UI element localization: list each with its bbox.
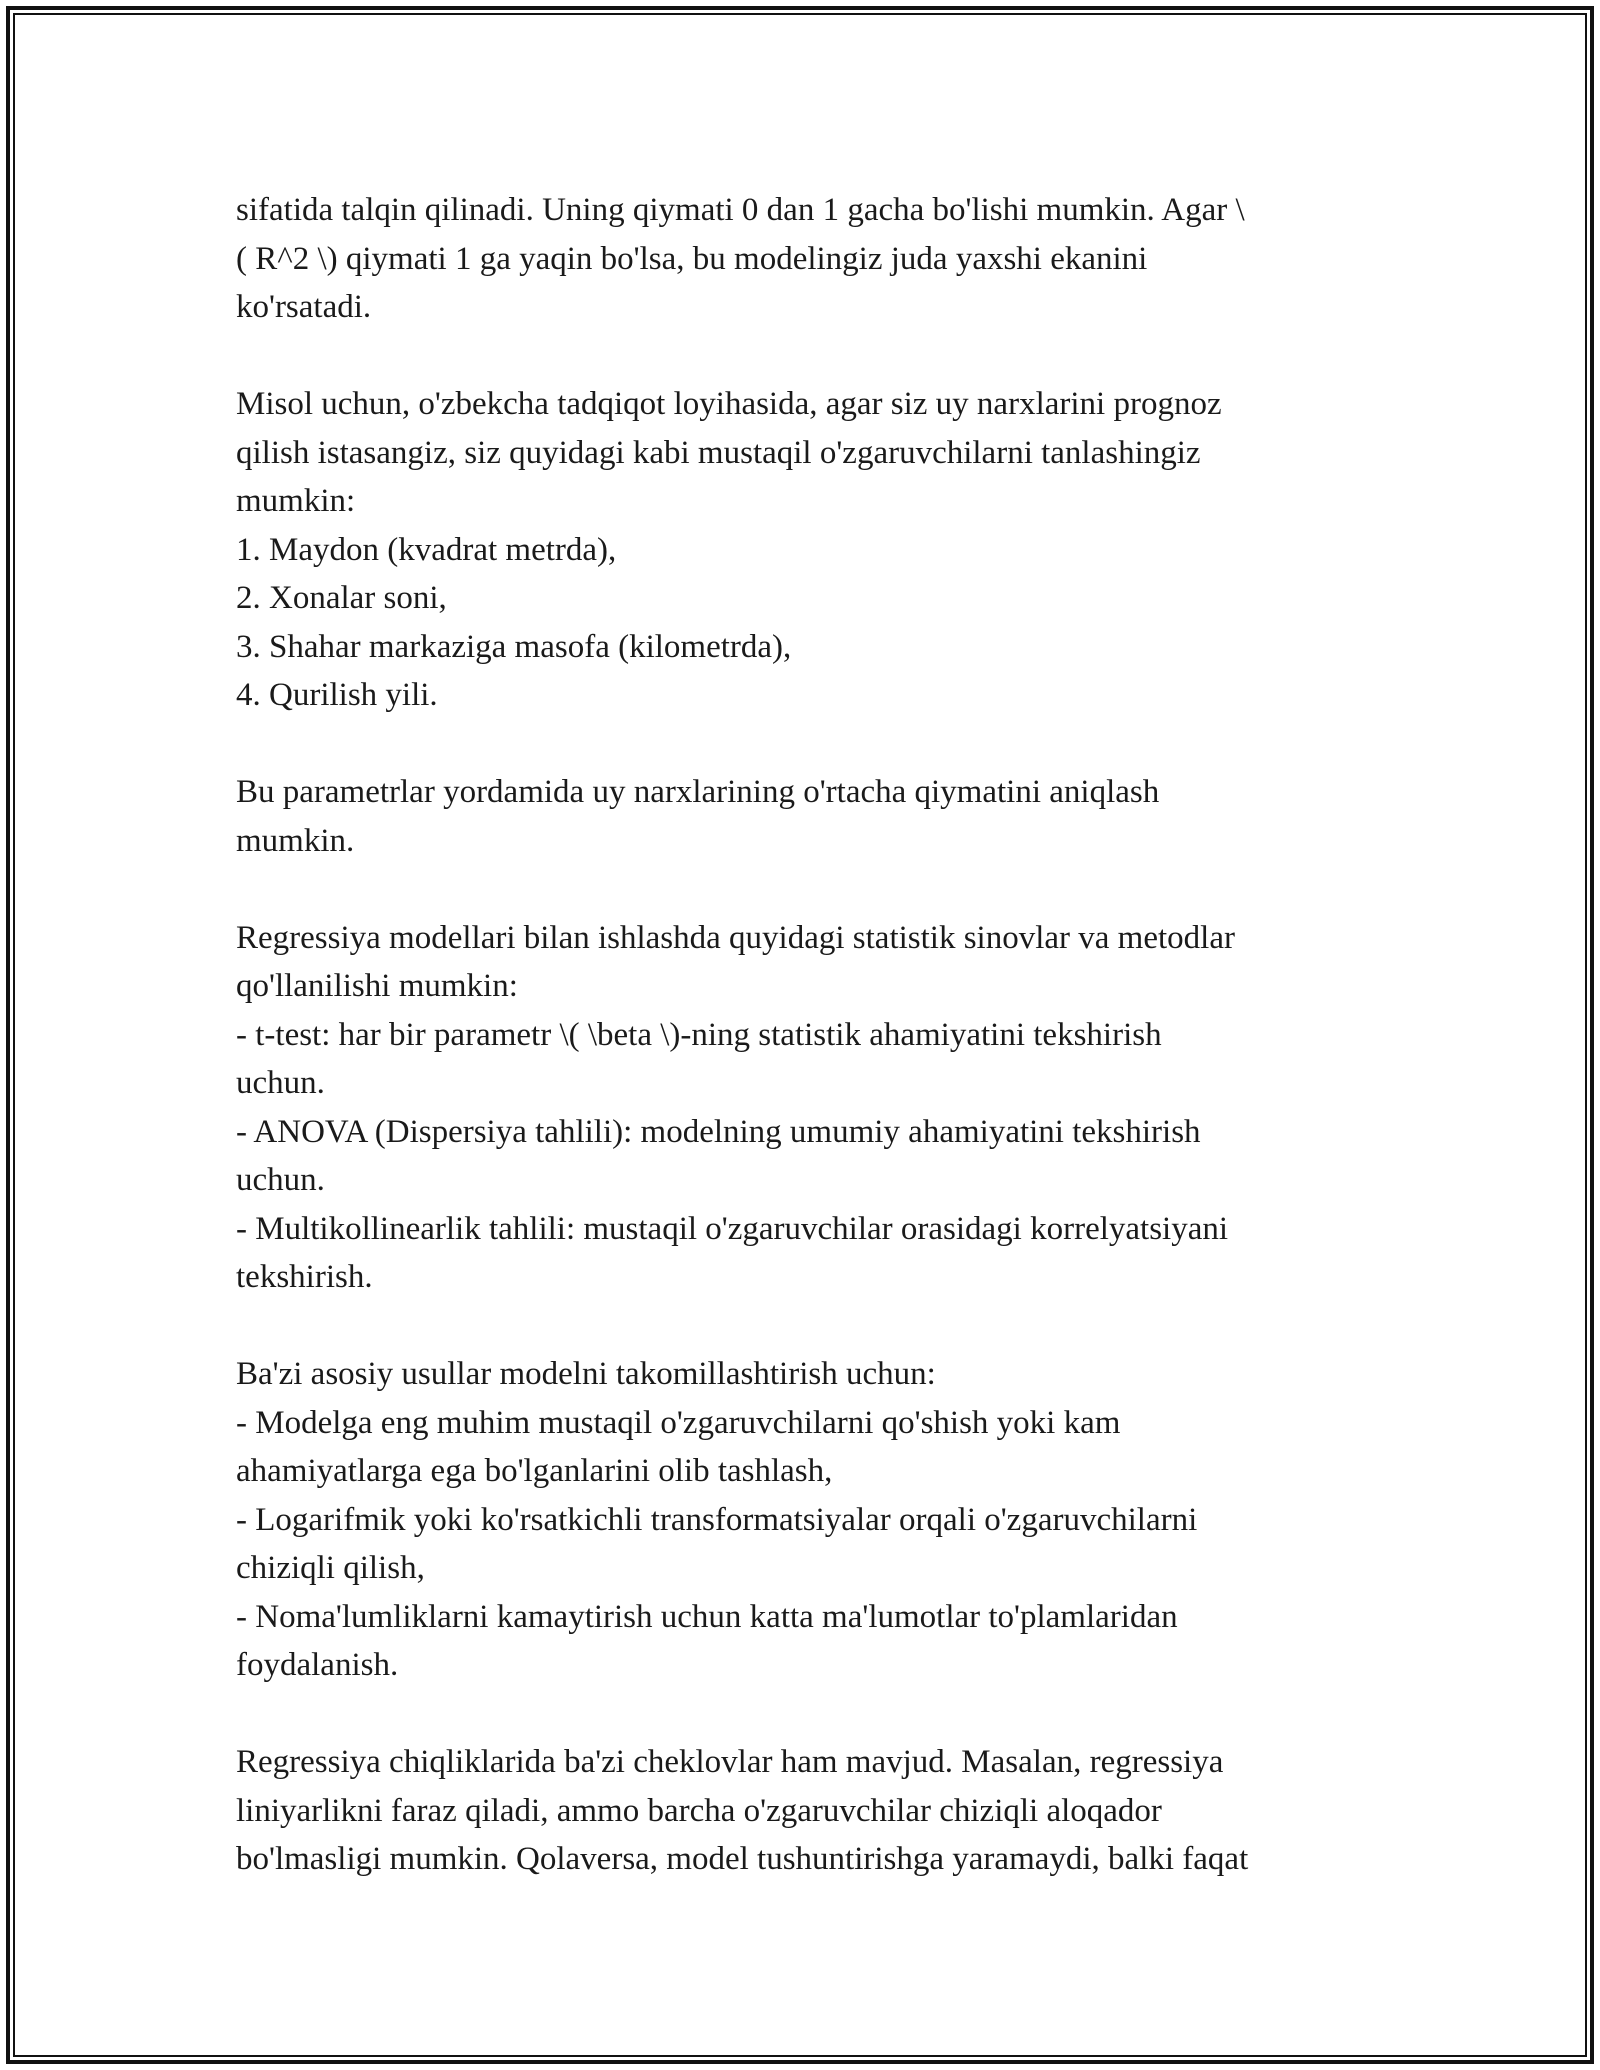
paragraph-example-variables	[236, 380, 1366, 720]
text-line: Bu parametrlar yordamida uy narxlarining o'rtacha qiymatini aniqlash	[236, 774, 1160, 810]
document-body	[236, 186, 1366, 1932]
text-line: ahamiyatlarga ega bo'lganlarini olib tashlash,	[236, 1453, 833, 1489]
text-line: chiziqli qilish,	[236, 1550, 425, 1586]
text-line: bo'lmasligi mumkin. Qolaversa, model tushuntirishga yaramaydi, balki faqat	[236, 1841, 1249, 1877]
text-line: qo'llanilishi mumkin:	[236, 968, 518, 1004]
text-line: Regressiya modellari bilan ishlashda quyidagi statistik sinovlar va metodlar	[236, 919, 1235, 956]
text-line: Ba'zi asosiy usullar modelni takomillashtirish uchun:	[236, 1356, 936, 1392]
text-line: qilish istasangiz, siz quyidagi kabi mustaqil o'zgaruvchilarni tanlashingiz	[236, 434, 1201, 471]
list-item: - Multikollinearlik tahlili: mustaqil o'zgaruvchilar orasidagi korrelyatsiyani	[236, 1210, 1229, 1247]
paragraph-r-squared	[236, 186, 1366, 332]
paragraph-statistical-tests	[236, 914, 1366, 1302]
text-line: mumkin.	[236, 822, 355, 859]
list-item: - Logarifmik yoki ko'rsatkichli transformatsiyalar orqali o'zgaruvchilarni	[236, 1501, 1198, 1538]
list-item: 3. Shahar markaziga masofa (kilometrda),	[236, 628, 792, 665]
list-item: - Modelga eng muhim mustaqil o'zgaruvchilarni qo'shish yoki kam	[236, 1404, 1121, 1441]
list-item: 1. Maydon (kvadrat metrda),	[236, 531, 617, 568]
list-item: - t-test: har bir parametr \( \beta \)-ning statistik ahamiyatini tekshirish	[236, 1016, 1162, 1053]
paragraph-parameters	[236, 768, 1366, 865]
text-line: liniyarlikni faraz qiladi, ammo barcha o'zgaruvchilar chiziqli aloqador	[236, 1792, 1162, 1829]
text-line: ko'rsatadi.	[236, 289, 372, 325]
text-line: ( R^2 \) qiymati 1 ga yaqin bo'lsa, bu modelingiz juda yaxshi ekanini	[236, 240, 1148, 277]
list-item: - ANOVA (Dispersiya tahlili): modelning umumiy ahamiyatini tekshirish	[236, 1113, 1201, 1150]
text-line: Misol uchun, o'zbekcha tadqiqot loyihasida, agar siz uy narxlarini prognoz	[236, 386, 1222, 422]
text-line: uchun.	[236, 1065, 325, 1101]
text-line: tekshirish.	[236, 1259, 373, 1295]
list-item: - Noma'lumliklarni kamaytirish uchun katta ma'lumotlar to'plamlaridan	[236, 1598, 1178, 1635]
text-line: foydalanish.	[236, 1647, 399, 1683]
list-item: 4. Qurilish yili.	[236, 677, 438, 713]
text-line: Regressiya chiqliklarida ba'zi cheklovlar ham mavjud. Masalan, regressiya	[236, 1744, 1224, 1780]
paragraph-limitations	[236, 1738, 1366, 1884]
list-item: 2. Xonalar soni,	[236, 580, 447, 616]
text-line: sifatida talqin qilinadi. Uning qiymati 0 dan 1 gacha bo'lishi mumkin. Agar \	[236, 192, 1245, 228]
paragraph-improvement-methods	[236, 1350, 1366, 1690]
text-line: mumkin:	[236, 483, 356, 519]
text-line: uchun.	[236, 1162, 325, 1198]
